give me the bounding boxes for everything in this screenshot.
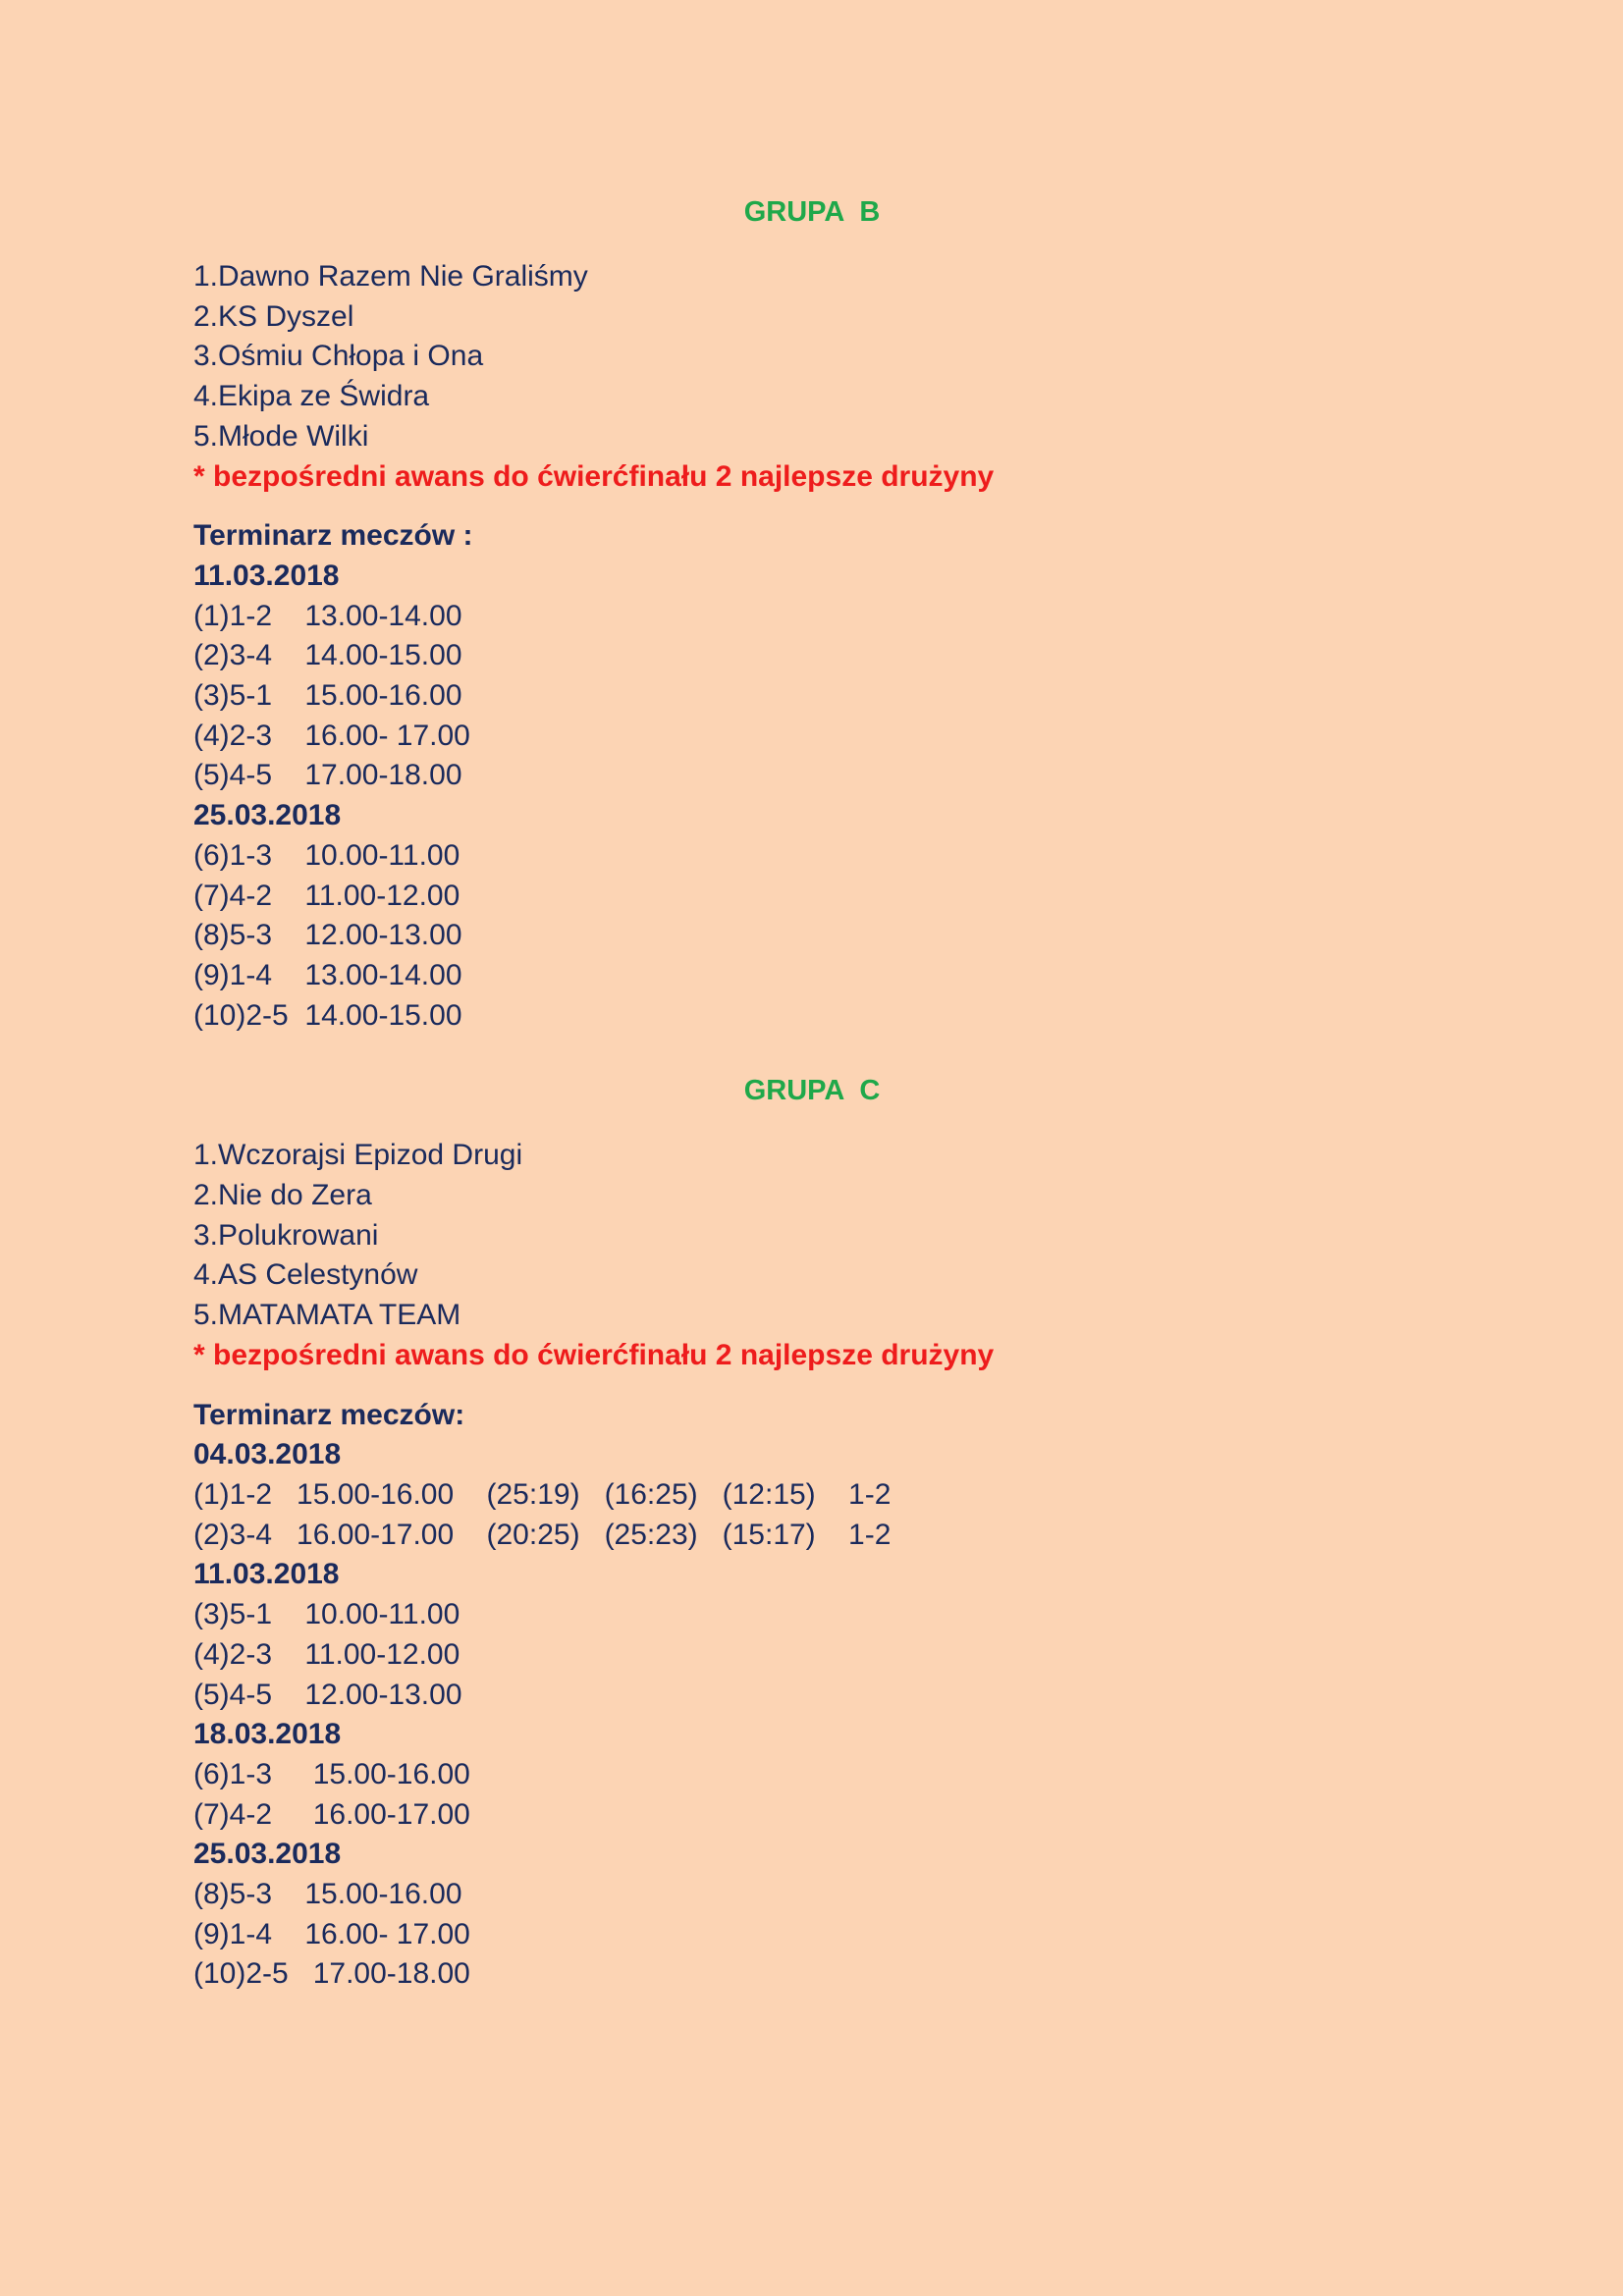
group-b-schedule-heading: Terminarz meczów : <box>193 519 473 553</box>
match-row: (5)4-5 12.00-13.00 <box>193 1678 462 1711</box>
team-list-item: 2.Nie do Zera <box>193 1179 372 1212</box>
team-list-item: 3.Ośmiu Chłopa i Ona <box>193 340 484 373</box>
match-row: (3)5-1 10.00-11.00 <box>193 1598 460 1631</box>
match-date: 25.03.2018 <box>193 1838 342 1871</box>
match-row: (9)1-4 16.00- 17.00 <box>193 1917 470 1950</box>
match-row: (3)5-1 15.00-16.00 <box>193 679 462 713</box>
team-list-item: 4.Ekipa ze Świdra <box>193 380 430 413</box>
match-row: (10)2-5 14.00-15.00 <box>193 998 462 1032</box>
match-row: (2)3-4 16.00-17.00 (20:25) (25:23) (15:17) 1-2 <box>193 1518 892 1551</box>
match-row: (8)5-3 15.00-16.00 <box>193 1878 462 1911</box>
team-list-item: 4.AS Celestynów <box>193 1258 418 1292</box>
team-list-item: 5.MATAMATA TEAM <box>193 1299 461 1332</box>
match-date: 18.03.2018 <box>193 1718 342 1751</box>
match-date: 04.03.2018 <box>193 1438 342 1471</box>
match-row: (10)2-5 17.00-18.00 <box>193 1957 470 1991</box>
match-row: (7)4-2 11.00-12.00 <box>193 879 460 912</box>
match-row: (7)4-2 16.00-17.00 <box>193 1797 470 1831</box>
team-list-item: 1.Dawno Razem Nie Graliśmy <box>193 260 588 293</box>
match-date: 11.03.2018 <box>193 559 340 592</box>
group-b-advancement-note: * bezpośredni awans do ćwierćfinału 2 najlepsze drużyny <box>193 459 995 493</box>
document-page <box>193 187 1431 1995</box>
group-c-section <box>193 1065 1431 1995</box>
team-list-item: 5.Młode Wilki <box>193 419 369 453</box>
match-row: (4)2-3 11.00-12.00 <box>193 1637 460 1671</box>
group-c-team-list <box>193 1136 1431 1336</box>
match-row: (5)4-5 17.00-18.00 <box>193 759 462 792</box>
group-c-advancement-note: * bezpośredni awans do ćwierćfinału 2 najlepsze drużyny <box>193 1338 995 1371</box>
group-c-schedule <box>193 1435 1431 1995</box>
team-list-item: 3.Polukrowani <box>193 1218 379 1252</box>
group-c-title: GRUPA C <box>743 1075 881 1107</box>
group-b-team-list <box>193 257 1431 457</box>
group-c-schedule-heading: Terminarz meczów: <box>193 1398 465 1431</box>
match-row: (6)1-3 10.00-11.00 <box>193 838 460 872</box>
match-row: (1)1-2 15.00-16.00 (25:19) (16:25) (12:15) 1-2 <box>193 1477 892 1511</box>
team-list-item: 1.Wczorajsi Epizod Drugi <box>193 1139 523 1172</box>
match-date: 25.03.2018 <box>193 799 342 832</box>
group-b-title: GRUPA B <box>743 196 881 228</box>
match-row: (1)1-2 13.00-14.00 <box>193 599 462 632</box>
match-row: (8)5-3 12.00-13.00 <box>193 919 462 952</box>
team-list-item: 2.KS Dyszel <box>193 299 354 333</box>
match-row: (2)3-4 14.00-15.00 <box>193 639 462 672</box>
match-row: (4)2-3 16.00- 17.00 <box>193 719 470 752</box>
group-b-section <box>193 187 1431 1036</box>
match-row: (6)1-3 15.00-16.00 <box>193 1757 470 1790</box>
match-date: 11.03.2018 <box>193 1558 340 1591</box>
group-b-schedule <box>193 557 1431 1036</box>
match-row: (9)1-4 13.00-14.00 <box>193 958 462 991</box>
